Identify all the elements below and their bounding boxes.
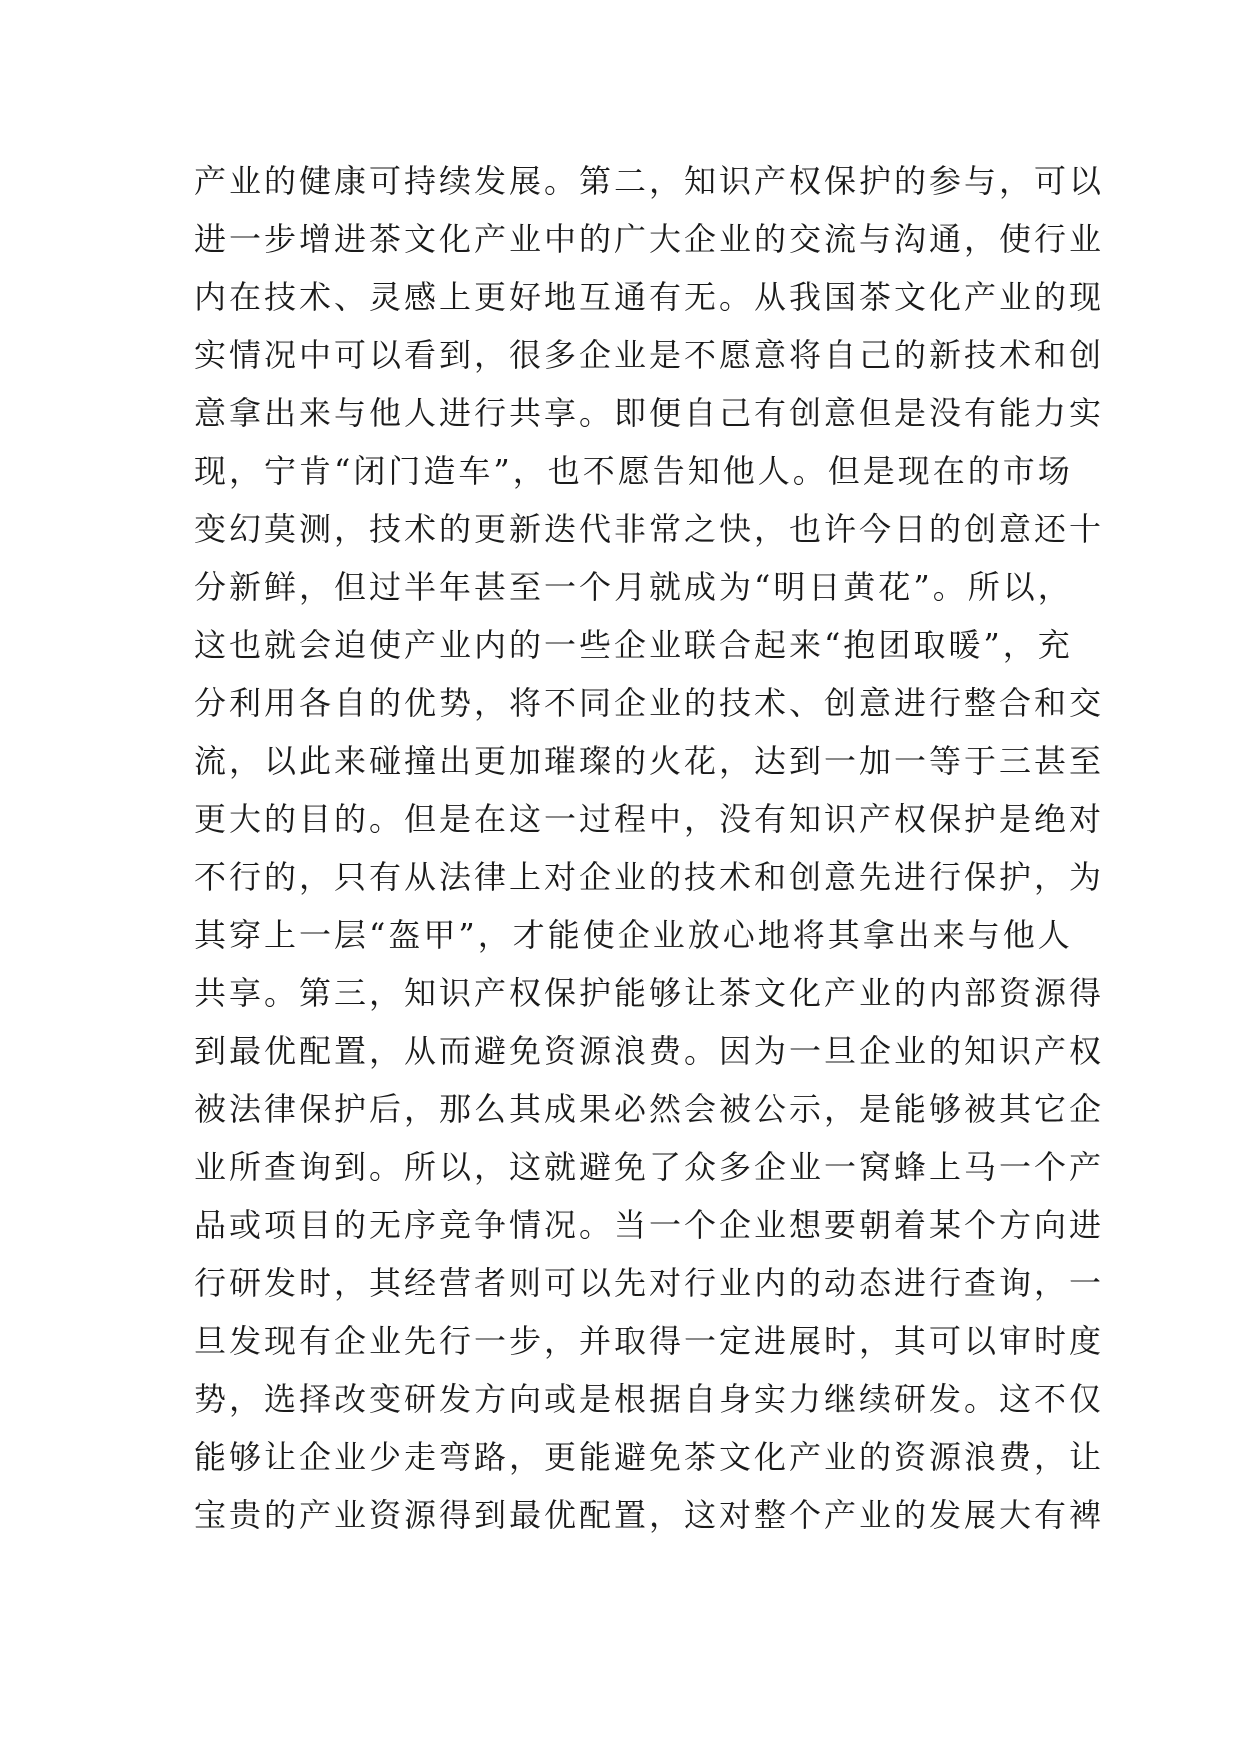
text-line: 流，以此来碰撞出更加璀璨的火花，达到一加一等于三甚至 — [194, 742, 1105, 780]
text-line: 到最优配置，从而避免资源浪费。因为一旦企业的知识产权 — [194, 1032, 1105, 1070]
text-line: 更大的目的。但是在这一过程中，没有知识产权保护是绝对 — [194, 800, 1105, 838]
text-line: 能够让企业少走弯路，更能避免茶文化产业的资源浪费，让 — [194, 1438, 1105, 1476]
text-line: 变幻莫测，技术的更新迭代非常之快，也许今日的创意还十 — [194, 510, 1105, 548]
text-line: 被法律保护后，那么其成果必然会被公示，是能够被其它企 — [194, 1090, 1105, 1128]
text-line: 分新鲜，但过半年甚至一个月就成为“明日黄花”。所以， — [194, 568, 1073, 606]
text-line: 行研发时，其经营者则可以先对行业内的动态进行查询，一 — [194, 1264, 1105, 1302]
text-line: 旦发现有企业先行一步，并取得一定进展时，其可以审时度 — [194, 1322, 1105, 1360]
text-line: 势，选择改变研发方向或是根据自身实力继续研发。这不仅 — [194, 1380, 1105, 1418]
text-line: 产业的健康可持续发展。第二，知识产权保护的参与，可以 — [194, 162, 1105, 200]
text-line: 实情况中可以看到，很多企业是不愿意将自己的新技术和创 — [194, 336, 1105, 374]
text-line: 业所查询到。所以，这就避免了众多企业一窝蜂上马一个产 — [194, 1148, 1105, 1186]
text-line: 不行的，只有从法律上对企业的技术和创意先进行保护，为 — [194, 858, 1105, 896]
text-line: 品或项目的无序竞争情况。当一个企业想要朝着某个方向进 — [194, 1206, 1105, 1244]
text-line: 意拿出来与他人进行共享。即便自己有创意但是没有能力实 — [194, 394, 1105, 432]
text-line: 宝贵的产业资源得到最优配置，这对整个产业的发展大有裨 — [194, 1496, 1105, 1534]
text-line: 其穿上一层“盔甲”，才能使企业放心地将其拿出来与他人 — [194, 916, 1073, 954]
text-line: 共享。第三，知识产权保护能够让茶文化产业的内部资源得 — [194, 974, 1105, 1012]
text-line: 进一步增进茶文化产业中的广大企业的交流与沟通，使行业 — [194, 220, 1105, 258]
body-paragraph — [194, 152, 1105, 1544]
text-line: 现，宁肯“闭门造车”，也不愿告知他人。但是现在的市场 — [194, 452, 1073, 490]
text-line: 这也就会迫使产业内的一些企业联合起来“抱团取暖”，充 — [194, 626, 1073, 664]
text-line: 内在技术、灵感上更好地互通有无。从我国茶文化产业的现 — [194, 278, 1105, 316]
text-line: 分利用各自的优势，将不同企业的技术、创意进行整合和交 — [194, 684, 1105, 722]
